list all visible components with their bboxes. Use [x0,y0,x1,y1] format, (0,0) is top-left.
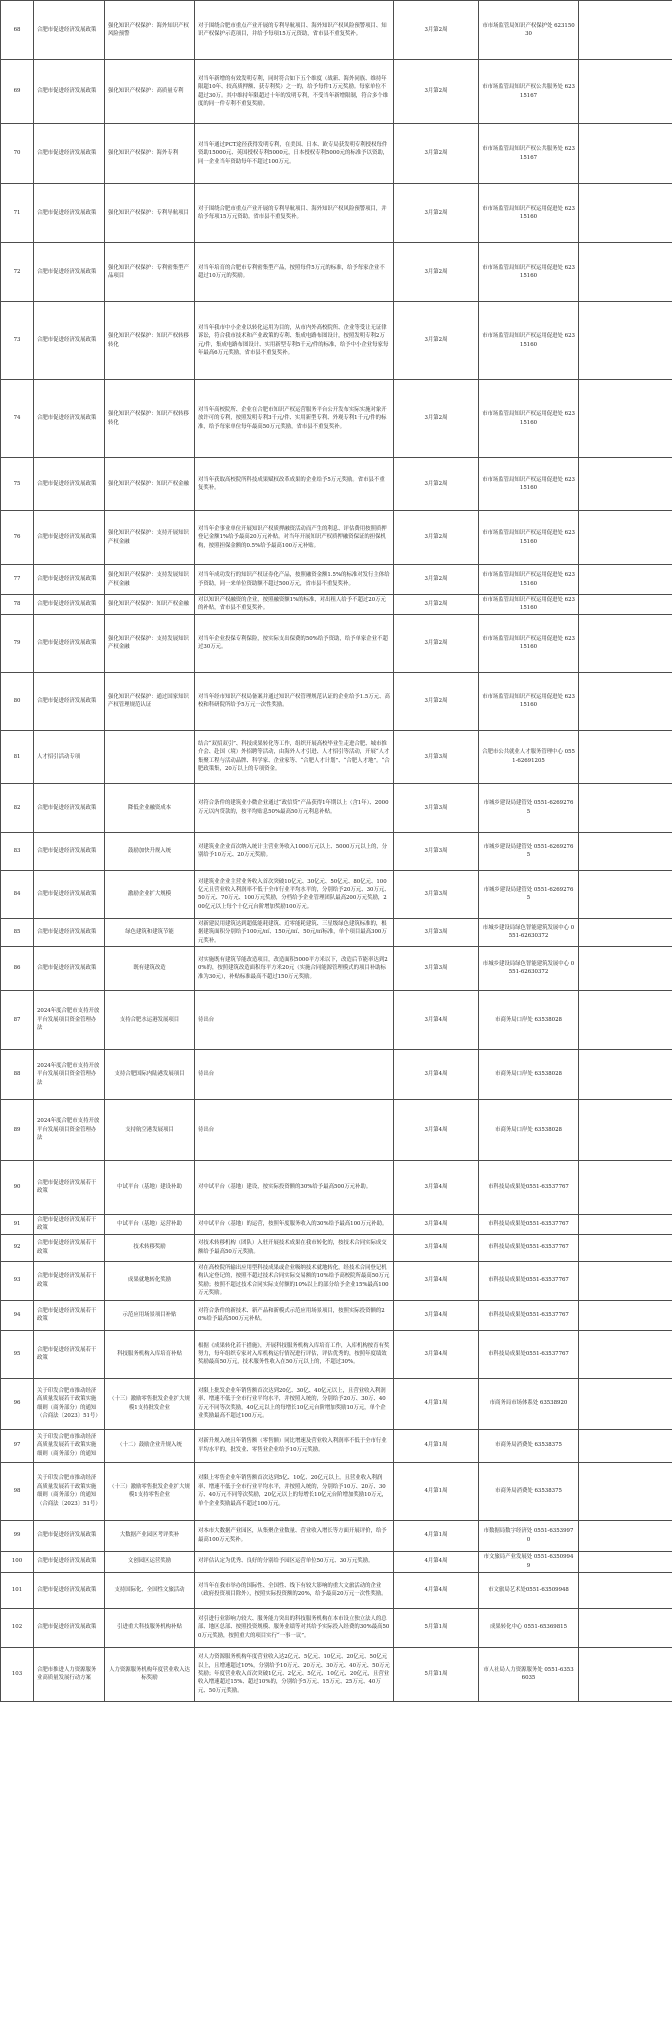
item-content: 对于围绕合肥市重点产业开展的专利导航项目、海外知识产权风险预警项目，并给予每项15万元资助。省市县不重复奖补。 [195,184,394,243]
apply-time: 3月第2周 [394,511,479,565]
table-row [1,918,672,946]
table-row [1,302,672,380]
item-content: 对当年高校院所、企业在合肥市知识产权运营服务平台公开发布实际实施对象开放许可的专利，按照发明专利3千元/件、实用新型专利、外观专利1千元/件的标准，给予每家单位每年最高50万元奖励，省市县不重复奖补。 [195,380,394,458]
table-row [1,380,672,458]
contact-dept: 市科技局成果处0551-63537767 [479,1214,579,1234]
policy-name: 合肥市促进经济发展若干政策 [34,1330,105,1378]
row-number: 94 [1,1300,34,1330]
item-content: 对评估认定为优秀、良好的分别给予园区运营单位50万元、30万元奖励。 [195,1551,394,1572]
policy-name: 合肥市推进人力资源服务业高质量发展行动方案 [34,1647,105,1701]
item-name: 强化知识产权保护：海外知识产权风险预警 [105,1,195,60]
blank-cell [579,124,672,184]
blank-cell [579,1330,672,1378]
row-number: 98 [1,1462,34,1520]
policy-name: 合肥市促进经济发展政策 [34,243,105,302]
row-number: 80 [1,672,34,730]
table-row [1,1300,672,1330]
contact-dept: 市城乡建设局建管处 0551-62692765 [479,783,579,832]
blank-cell [579,1520,672,1551]
policy-name: 合肥市促进经济发展政策 [34,672,105,730]
item-name: 强化知识产权保护：支持发展知识产权金融 [105,565,195,595]
item-name: 文创园区运营奖励 [105,1551,195,1572]
table-row [1,946,672,990]
contact-dept: 市城乡建设局绿色智能建筑发展中心 0551-62630372 [479,946,579,990]
table-body [1,1,672,1702]
policy-name: 合肥市促进经济发展政策 [34,595,105,615]
policy-name: 合肥市促进经济发展政策 [34,614,105,672]
contact-dept: 市市场监管局知识产权运用促进处 62315160 [479,458,579,511]
policy-name: 合肥市促进经济发展政策 [34,60,105,124]
row-number: 78 [1,595,34,615]
row-number: 69 [1,60,34,124]
row-number: 77 [1,565,34,595]
policy-name: 合肥市促进经济发展政策 [34,918,105,946]
row-number: 82 [1,783,34,832]
item-name: （十二）鼓励企业升规入统 [105,1429,195,1462]
policy-name: 合肥市促进经济发展政策 [34,1608,105,1647]
contact-dept: 市城乡建设局建管处 0551-62692765 [479,832,579,870]
blank-cell [579,302,672,380]
apply-time: 3月第2周 [394,302,479,380]
contact-dept: 市科技局成果处0551-63537767 [479,1300,579,1330]
item-content: 对新升规入统且年销售额（零售额）同比增速及营业收入利润率不低于全市行业平均水平的，批发业、零售业企业给予10万元奖励。 [195,1429,394,1462]
contact-dept: 市科技局成果处0551-63537767 [479,1160,579,1214]
policy-name: 合肥市促进经济发展政策 [34,1551,105,1572]
table-row [1,1049,672,1099]
apply-time: 3月第4周 [394,1160,479,1214]
blank-cell [579,595,672,615]
item-name [105,730,195,783]
table-row [1,595,672,615]
contact-dept: 市城乡建设局建管处 0551-62692765 [479,870,579,918]
item-name: 成果就地转化奖励 [105,1261,195,1300]
row-number: 96 [1,1378,34,1429]
item-content: 对于围绕合肥市重点产业开展的专利导航项目、海外知识产权风险预警项目、知识产权保护示范项目，并给予每项15万元资助，省市县不重复奖补。 [195,1,394,60]
table-row [1,990,672,1049]
apply-time: 3月第2周 [394,124,479,184]
apply-time: 3月第3周 [394,783,479,832]
apply-time: 3月第2周 [394,614,479,672]
policy-name: 合肥市促进经济发展政策 [34,1572,105,1608]
item-content: 对限上批发企业年销售额首次达到20亿、30亿、40亿元以上，且营业收入利润率、增速不低于全市行业平均水平，并按照入统的，分别给予20万、30万、40万元不同等次奖励，40亿元以上的每增长10亿元台阶增加奖励10万元，单个企业奖励最高不超过100万元。 [195,1378,394,1429]
row-number: 86 [1,946,34,990]
policy-name: 合肥市促进经济发展政策 [34,124,105,184]
item-name: 技术转移奖励 [105,1234,195,1261]
blank-cell [579,1572,672,1608]
table-row [1,511,672,565]
blank-cell [579,783,672,832]
item-content: 对技术转移机构（团队）入驻开展技术成果在我市转化的，按技术合同实际成交额给予最高50万元奖励。 [195,1234,394,1261]
item-content: 对当年经市知识产权局备案并通过知识产权管理规范认证的企业给予1.5万元、高校和科研院所给予5万元一次性奖励。 [195,672,394,730]
item-content: 待出台 [195,990,394,1049]
table-row [1,184,672,243]
apply-time: 3月第3周 [394,870,479,918]
row-number: 75 [1,458,34,511]
item-name: 科技服务机构入库培育补贴 [105,1330,195,1378]
contact-dept: 市市场监管局知识产权运用促进处 62315160 [479,243,579,302]
item-content: 对在高校院所输出应用型科技成果或企业吸纳技术就地转化，经技术合同登记机构认定登记的，按照不超过技术合同实际交易额的10%给予高校院所最高50万元奖励；按照不超过技术合同实际支付额的10%以上的部分给予企业15%最高100万元奖励。 [195,1261,394,1300]
apply-time: 3月第2周 [394,380,479,458]
policy-name: 合肥市促进经济发展政策 [34,458,105,511]
contact-dept: 成果转化中心 0551-65369815 [479,1608,579,1647]
item-name: 支持合肥水运港发展项目 [105,990,195,1049]
row-number: 95 [1,1330,34,1378]
item-name: 强化知识产权保护：支持开展知识产权金融 [105,511,195,565]
row-number: 101 [1,1572,34,1608]
table-row [1,243,672,302]
apply-time: 3月第2周 [394,595,479,615]
item-content: 对符合条件的新技术、新产品和新模式示范应用场景项目，按照实际投资额的20%给予最高500万元补贴。 [195,1300,394,1330]
apply-time: 5月第1周 [394,1647,479,1701]
item-name: 绿色建筑和建筑节能 [105,918,195,946]
row-number: 103 [1,1647,34,1701]
item-content: 根据《成果转化若干措施》，开展科技服务机构入库培育工作，入库机构按育有奖努力，每年组织专家对入库机构运行情况进行评估，评估优秀的，按照年度绩效奖励最高50万元，技术服务性收入在50万元以上的，不超过30%。 [195,1330,394,1378]
apply-time: 3月第2周 [394,458,479,511]
contact-dept: 市商务局市场体系处 63538920 [479,1378,579,1429]
row-number: 74 [1,380,34,458]
row-number: 70 [1,124,34,184]
item-content: 对建筑业企业首次纳入统计主营业务收入1000万元以上、5000万元以上的，分别给予10万元、20万元奖励。 [195,832,394,870]
policy-name: 合肥市促进经济发展若干政策 [34,1300,105,1330]
item-content: 对当年新增的有效发明专利，同时符合如下五个维度（战新、海外同族、维持年限超10年、较高质押额、获专利奖）之一的，给予每件1万元奖励。每家单位不超过30万。其中维持年限超过十年的发明专利，不受当年新增限制，符合多个维度的同一件专利不重复奖励。 [195,60,394,124]
apply-time: 3月第2周 [394,184,479,243]
blank-cell [579,1378,672,1429]
item-name: 支持合肥国际内陆港发展项目 [105,1049,195,1099]
item-content: 对新建民用建筑达到超低能耗建筑、近零能耗建筑、三星级绿色建筑标准的，根据建筑面积分别给予100元/㎡、150元/㎡、50元/㎡标准，单个项目最高300万元奖补。 [195,918,394,946]
policy-name: 合肥市促进经济发展政策 [34,1520,105,1551]
blank-cell [579,1234,672,1261]
item-content: 待出台 [195,1049,394,1099]
table-row [1,565,672,595]
item-content: 对当年企事业单位开展知识产权质押融资活动而产生的利息、评估费用按照质押登记金额1%给予最高20万元补贴。对当年开展知识产权质押融资保证的担保机构，按照担保金额的0.5%给予最高100万元补贴。 [195,511,394,565]
contact-dept: 市科技局成果处0551-63537767 [479,1261,579,1300]
blank-cell [579,990,672,1049]
item-name: （十三）激励零售批发企业扩大规模1支持零售企业 [105,1462,195,1520]
policy-name: 关于印发合肥市推动经济高质量发展若干政策实施细则（商务部分）的通知（合商法〔2023〕51号） [34,1378,105,1429]
item-content: 对建筑业企业主营业务收入首次突破10亿元、30亿元、50亿元、80亿元、100亿元且营业收入利润率不低于全市行业平均水平的，分别给予20万元、30万元、50万元、70万元、100万元奖励，分档给予企业管理团队最高200万元奖励，200亿元以上每个十亿元台阶增加奖励100万元。 [195,870,394,918]
table-row [1,1160,672,1214]
item-name: 强化知识产权保护：知识产权转移转化 [105,380,195,458]
item-name: 强化知识产权保护：知识产权转移转化 [105,302,195,380]
table-row [1,1572,672,1608]
blank-cell [579,1160,672,1214]
item-content: 对当年获取高校院所科技成果赋权改革成果的企业给予5万元奖励。省市县不重复奖补。 [195,458,394,511]
table-row [1,1261,672,1300]
table-row [1,124,672,184]
contact-dept: 市文旅局艺术处0551-63509948 [479,1572,579,1608]
item-content: 对限上零售企业年销售额首次达到5亿、10亿、20亿元以上，且营业收入利润率、增速不低于全市行业平均水平，并按照入统的，分别给予10万、20万、30万、40万元不同等次奖励，20亿元以上的每增长10亿元台阶增加奖励10万元，单个企业奖励最高不超过100万元。 [195,1462,394,1520]
apply-time: 4月第1周 [394,1520,479,1551]
policy-name: 合肥市促进经济发展政策 [34,511,105,565]
table-row [1,672,672,730]
contact-dept: 市商务局消费处 63538375 [479,1429,579,1462]
item-name: 降低企业融资成本 [105,783,195,832]
item-name: 强化知识产权保护：支持发展知识产权金融 [105,614,195,672]
row-number: 79 [1,614,34,672]
policy-name: 合肥市促进经济发展若干政策 [34,1214,105,1234]
blank-cell [579,1,672,60]
blank-cell [579,1214,672,1234]
contact-dept: 市商务局口岸处 63538028 [479,1049,579,1099]
apply-time: 3月第4周 [394,1049,479,1099]
table-row [1,1,672,60]
contact-dept: 合肥市公共就业人才服务管理中心 0551-62691205 [479,730,579,783]
blank-cell [579,565,672,595]
policy-name: 人才招引活动专项 [34,730,105,783]
policy-name: 合肥市促进经济发展政策 [34,832,105,870]
row-number: 92 [1,1234,34,1261]
blank-cell [579,918,672,946]
blank-cell [579,672,672,730]
row-number: 91 [1,1214,34,1234]
row-number: 76 [1,511,34,565]
item-content: 对当年培育的合肥市专利密集型产品，按照每件5万元的标准，给予每家企业不超过10万元的奖励。 [195,243,394,302]
policy-name: 合肥市促进经济发展政策 [34,565,105,595]
table-row [1,1520,672,1551]
contact-dept: 市市场监管局知识产权运用促进处 62315160 [479,672,579,730]
row-number: 85 [1,918,34,946]
contact-dept: 市市场监管局知识产权运用促进处 62315160 [479,380,579,458]
table-row [1,870,672,918]
policy-name: 合肥市促进经济发展政策 [34,1,105,60]
apply-time: 3月第4周 [394,1234,479,1261]
item-content: 对当年通过PCT途径获得发明专利，在美国、日本、欧专局获发明专利授权每件资助15000元、英国授权专利5000元，日本授权专利5000元的标准予以资助，同一企业当年资助每年不超过100万元。 [195,124,394,184]
contact-dept: 市市场监管局知识产权运用促进处 62315160 [479,302,579,380]
row-number: 71 [1,184,34,243]
policy-name: 合肥市促进经济发展若干政策 [34,1234,105,1261]
policy-name: 关于印发合肥市推动经济高质量发展若干政策实施细则（商务部分）的通知 [34,1429,105,1462]
item-name: 支持国际化、全国性文旅活动 [105,1572,195,1608]
apply-time: 3月第3周 [394,946,479,990]
row-number: 97 [1,1429,34,1462]
contact-dept: 市科技局成果处0551-63537767 [479,1234,579,1261]
blank-cell [579,870,672,918]
blank-cell [579,243,672,302]
contact-dept: 市商务局口岸处 63538028 [479,1099,579,1160]
contact-dept: 市商务局消费处 63538375 [479,1462,579,1520]
table-row [1,60,672,124]
row-number: 73 [1,302,34,380]
blank-cell [579,1647,672,1701]
table-row [1,730,672,783]
table-row [1,1378,672,1429]
item-content: 结合“双招双引”、科技成果转化等工作，组织开展高校毕业生走进合肥、城市推介会、赴国（境）外招聘等活动，由海外人才引进、人才招引等活动，开展“人才集聚工程与活动品牌、科学家、企业家等、“合肥人才计划”、“合肥人才地”。“合肥政策集，20万以上的专项资金。 [195,730,394,783]
item-content: 对本市大数据产业园区，从集聚企业数量、营业收入增长等方面开展评价，给予最高100万元奖补。 [195,1520,394,1551]
blank-cell [579,380,672,458]
blank-cell [579,1099,672,1160]
row-number: 84 [1,870,34,918]
policy-name: 合肥市促进经济发展政策 [34,783,105,832]
contact-dept: 市市场监管局知识产权运用促进处 62315160 [479,595,579,615]
item-content: 对当年我市中小企业以转化运用为目的，从市内外高校院所、企业等受让无证律诉讼，符合我市技术和产业政策的专利、集成电路布图设计，按照发明专利2万元/件，集成电路布图设计、实用新型专利5千元/件的标准，给予中小企业每家每年最高6万元奖励，省市县不重复奖补。 [195,302,394,380]
apply-time: 3月第4周 [394,1330,479,1378]
apply-time: 3月第3周 [394,730,479,783]
table-row [1,1330,672,1378]
apply-time: 3月第2周 [394,672,479,730]
item-name: （十三）激励零售批发企业扩大规模1支持批发企业 [105,1378,195,1429]
contact-dept: 市科技局成果处0551-63537767 [479,1330,579,1378]
table-row [1,1234,672,1261]
blank-cell [579,1429,672,1462]
apply-time: 3月第3周 [394,918,479,946]
item-content: 对实施既有建筑节能改造项目，改造面积5000平方米以下，改造后节能率达到20%的，按照建筑改造面积每平方米20元（实施合同能源管理模式的项目补助标准为30元），补贴标准最高不超过150万元奖励。 [195,946,394,990]
apply-time: 4月第1周 [394,1378,479,1429]
table-row [1,1099,672,1160]
item-name: 强化知识产权保护：通过国家知识产权管理规范认证 [105,672,195,730]
contact-dept: 市数据局数字经济处 0551-63539970 [479,1520,579,1551]
policy-name: 2024年度合肥市支持开放平台发展项目资金管理办法 [34,1099,105,1160]
item-name: 强化知识产权保护：高质量专利 [105,60,195,124]
apply-time: 3月第2周 [394,1,479,60]
policy-name: 合肥市促进经济发展政策 [34,946,105,990]
table-row [1,458,672,511]
item-content: 对以知识产权融资的企业，按照融资额1%的标准，对出租人给予不超过20万元的补贴，省市县不重复奖补。 [195,595,394,615]
item-name: 中试平台（基地）建设补助 [105,1160,195,1214]
row-number: 89 [1,1099,34,1160]
policy-name: 2024年度合肥市支持开放平台发展项目资金管理办法 [34,1049,105,1099]
blank-cell [579,458,672,511]
blank-cell [579,184,672,243]
blank-cell [579,60,672,124]
policy-name: 合肥市促进经济发展政策 [34,184,105,243]
row-number: 102 [1,1608,34,1647]
blank-cell [579,1261,672,1300]
blank-cell [579,614,672,672]
item-name: 强化知识产权保护：知识产权金融 [105,595,195,615]
contact-dept: 市文旅局产业发展处 0551-63509949 [479,1551,579,1572]
apply-time: 3月第2周 [394,60,479,124]
item-name: 人力资源服务机构年度营业收入达标奖励 [105,1647,195,1701]
item-name: 支持航空港发展项目 [105,1099,195,1160]
row-number: 99 [1,1520,34,1551]
blank-cell [579,946,672,990]
item-name: 强化知识产权保护：海外专利 [105,124,195,184]
row-number: 100 [1,1551,34,1572]
contact-dept: 市市场监管局知识产权公共服务处 62315167 [479,60,579,124]
contact-dept: 市市场监管局知识产权运用促进处 62315160 [479,614,579,672]
row-number: 90 [1,1160,34,1214]
apply-time: 5月第1周 [394,1608,479,1647]
policy-name: 合肥市促进经济发展政策 [34,302,105,380]
row-number: 88 [1,1049,34,1099]
table-row [1,1462,672,1520]
contact-dept: 市市场监管局知识产权运用促进处 62315160 [479,565,579,595]
table-row [1,1608,672,1647]
policy-name: 2024年度合肥市支持开放平台发展项目资金管理办法 [34,990,105,1049]
contact-dept: 市市场监管局知识产权保护处 62315030 [479,1,579,60]
item-content: 对当年在我市举办的国际性、全国性、线下有较大影响的重大文旅活动的企业（政府投资项目除外），按照实际投资额的20%，给予最高20万元一次性奖励。 [195,1572,394,1608]
apply-time: 3月第2周 [394,565,479,595]
item-name: 示范应用场景项目补贴 [105,1300,195,1330]
apply-time: 4月第4周 [394,1551,479,1572]
contact-dept: 市城乡建设局绿色智能建筑发展中心 0551-62630372 [479,918,579,946]
apply-time: 3月第4周 [394,1300,479,1330]
blank-cell [579,730,672,783]
item-content: 对引进行业影响力较大、服务能力突出的科技服务机构在本市设立独立法人的总部、地区总部、按照投资规模、服务业绩等对其给予实际投入经费的30%最高500万元奖励，按照重大的项目实行“一事一议”。 [195,1608,394,1647]
row-number: 81 [1,730,34,783]
row-number: 72 [1,243,34,302]
policy-name: 合肥市促进经济发展政策 [34,380,105,458]
policy-name: 关于印发合肥市推动经济高质量发展若干政策实施细则（商务部分）的通知（合商法〔2023〕51号） [34,1462,105,1520]
item-name: 强化知识产权保护：专利导航项目 [105,184,195,243]
policy-name: 合肥市促进经济发展若干政策 [34,1160,105,1214]
blank-cell [579,1300,672,1330]
item-content: 对符合条件的建筑业小微企业通过“政信贷”产品获得1年期以上（含1年）、2000万元以内贷款的，按平均贴息50%最高50万元利息补贴。 [195,783,394,832]
table-row [1,832,672,870]
contact-dept: 市市场监管局知识产权公共服务处 62315167 [479,124,579,184]
item-name: 强化知识产权保护：专利密集型产品项目 [105,243,195,302]
apply-time: 3月第4周 [394,1099,479,1160]
contact-dept: 市商务局口岸处 63538028 [479,990,579,1049]
contact-dept: 市市场监管局知识产权运用促进处 62315160 [479,184,579,243]
apply-time: 4月第1周 [394,1462,479,1520]
item-content: 对中试平台（基地）建设，按实际投资额的30%给予最高500万元补助。 [195,1160,394,1214]
blank-cell [579,1049,672,1099]
item-name: 引进重大科技服务机构补贴 [105,1608,195,1647]
item-content: 对当年成功发行的知识产权证券化产品，按照融资金额1.5%的标准对发行主体给予资助，同一来单位资助额不超过500万元，省市县不重复奖补。 [195,565,394,595]
item-content: 待出台 [195,1099,394,1160]
item-content: 对中试平台（基地）的运营，按照年度服务收入的30%给予最高100万元补助。 [195,1214,394,1234]
row-number: 68 [1,1,34,60]
policy-name: 合肥市促进经济发展政策 [34,870,105,918]
table-row [1,783,672,832]
item-content: 对人力资源服务机构年度营业收入达2亿元、5亿元、10亿元、20亿元、50亿元以上，且增速超过10%，分别给予10万元、20万元、30万元、40万元、50万元奖励；年度营业收入首次突破1亿元、2亿元、5亿元、10亿元、20亿元，且营业收入增速超过15%、超过10%的，分别给予5万元、15万元、25万元、40万元、50万元奖励。 [195,1647,394,1701]
apply-time: 3月第4周 [394,990,479,1049]
apply-time: 3月第4周 [394,1261,479,1300]
row-number: 93 [1,1261,34,1300]
item-name: 鼓励加快升规入统 [105,832,195,870]
blank-cell [579,1608,672,1647]
table-row [1,614,672,672]
item-name: 既有建筑改造 [105,946,195,990]
table-row [1,1647,672,1701]
row-number: 83 [1,832,34,870]
item-content: 对当年企业投保专利保险，按实际支出保费的50%给予资助，给予单家企业不超过30万元。 [195,614,394,672]
item-name: 激励企业扩大规模 [105,870,195,918]
table-row [1,1551,672,1572]
apply-time: 3月第4周 [394,1214,479,1234]
policy-name: 合肥市促进经济发展若干政策 [34,1261,105,1300]
apply-time: 3月第2周 [394,243,479,302]
row-number: 87 [1,990,34,1049]
table-row [1,1214,672,1234]
apply-time: 3月第3周 [394,832,479,870]
item-name: 强化知识产权保护：知识产权金融 [105,458,195,511]
apply-time: 4月第4周 [394,1572,479,1608]
item-name: 中试平台（基地）运营补助 [105,1214,195,1234]
blank-cell [579,1551,672,1572]
blank-cell [579,1462,672,1520]
contact-dept: 市人社局人力资源服务处 0551-63536035 [479,1647,579,1701]
table-row [1,1429,672,1462]
blank-cell [579,511,672,565]
blank-cell [579,832,672,870]
item-name: 大数据产业园区考评奖补 [105,1520,195,1551]
contact-dept: 市市场监管局知识产权运用促进处 62315160 [479,511,579,565]
apply-time: 4月第1周 [394,1429,479,1462]
